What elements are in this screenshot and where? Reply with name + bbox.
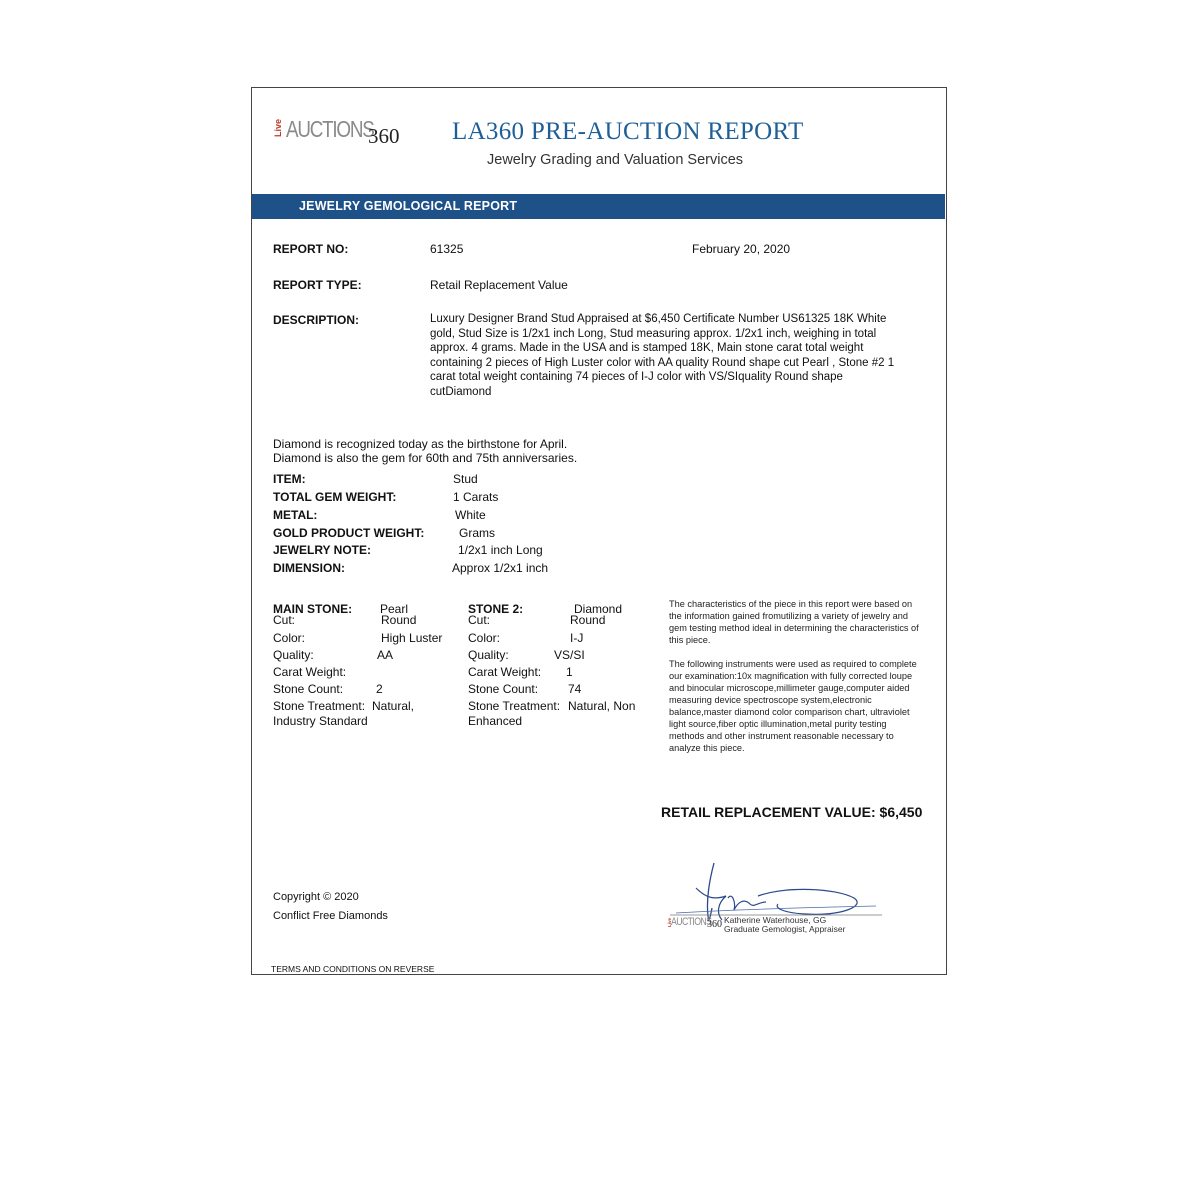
- sig-logo-auctions-text: AUCTIONS: [671, 916, 712, 928]
- report-date: February 20, 2020: [692, 242, 791, 256]
- stone2-treatment-label: Stone Treatment:: [468, 699, 561, 713]
- spec-item-value: Stud: [453, 472, 478, 486]
- main-stone-color-label: Color:: [273, 631, 306, 645]
- stone2-count-label: Stone Count:: [468, 682, 539, 696]
- banner-text: JEWELRY GEMOLOGICAL REPORT: [299, 199, 518, 213]
- logo-live-text: Live: [273, 119, 283, 138]
- main-stone-heading: MAIN STONE:: [273, 602, 353, 616]
- spec-metal-label: METAL:: [273, 508, 318, 522]
- auctions360-logo: [274, 116, 404, 150]
- stone2-treatment-cont: Enhanced: [468, 714, 523, 728]
- notes-paragraph-1: The characteristics of the piece in this report were based on the information gained fromutilizing a variety of jewelry and gem testing method ideal in determining the characteristics of this piece.: [669, 599, 919, 645]
- birthstone-line-2: Diamond is also the gem for 60th and 75th anniversaries.: [273, 451, 578, 465]
- report-no-value: 61325: [430, 242, 464, 256]
- stone2-quality: VS/SI: [554, 648, 585, 662]
- logo-auctions-text: AUCTIONS: [286, 116, 374, 142]
- main-stone-carat-label: Carat Weight:: [273, 665, 347, 679]
- description-text: Luxury Designer Brand Stud Appraised at $6,450 Certificate Number US61325 18K White gold, Stud Size is 1/2x1 inch Long, Stud measuring approx. 1/2x1 inch, weighing in total approx. 4 grams. Made in the USA and is stamped 18K, Main stone carat total weight containing 2 pieces of High Luster color with AA quality Round shape cut Pearl , Stone #2 1 carat total weight containing 74 pieces of I-J color with VS/SIquality Round shape cutDiamond: [430, 313, 895, 398]
- spec-jewelry-note-label: JEWELRY NOTE:: [273, 543, 372, 557]
- main-stone-treatment: Natural,: [372, 699, 415, 713]
- main-stone-quality-label: Quality:: [273, 648, 314, 662]
- sig-logo-360-text: 360: [707, 919, 722, 930]
- stone2-cut-label: Cut:: [468, 613, 491, 627]
- stone2-carat-label: Carat Weight:: [468, 665, 542, 679]
- report-type-value: Retail Replacement Value: [430, 278, 568, 292]
- main-stone-cut-label: Cut:: [273, 613, 296, 627]
- main-stone-color: High Luster: [381, 631, 443, 645]
- report-subtitle: Jewelry Grading and Valuation Services: [487, 152, 744, 168]
- spec-dimension-label: DIMENSION:: [273, 561, 345, 575]
- main-stone-treatment-cont: Industry Standard: [273, 714, 368, 728]
- stone2-cut: Round: [570, 613, 606, 627]
- copyright-text: Copyright © 2020: [273, 891, 359, 903]
- terms-text: TERMS AND CONDITIONS ON REVERSE: [271, 964, 435, 974]
- appraisal-report: [251, 87, 947, 975]
- description-label: DESCRIPTION:: [273, 313, 360, 327]
- main-stone-count: 2: [376, 682, 383, 696]
- spec-item-label: ITEM:: [273, 472, 306, 486]
- section-banner: [252, 194, 945, 219]
- stone2-color: I-J: [570, 631, 584, 645]
- logo-360-text: 360: [368, 124, 400, 148]
- spec-jewelry-note-value: 1/2x1 inch Long: [458, 543, 543, 557]
- appraiser-block: [724, 916, 845, 934]
- stone2-treatment: Natural, Non: [568, 699, 636, 713]
- appraiser-title: Graduate Gemologist, Appraiser: [724, 924, 846, 934]
- report-type-label: REPORT TYPE:: [273, 278, 362, 292]
- stone2-carat: 1: [566, 665, 573, 679]
- spec-gold-weight-value: Grams: [459, 526, 495, 540]
- stone2-quality-label: Quality:: [468, 648, 509, 662]
- stone2-heading: STONE 2:: [468, 602, 524, 616]
- report-no-label: REPORT NO:: [273, 242, 349, 256]
- main-stone-quality: AA: [377, 648, 394, 662]
- main-stone-count-label: Stone Count:: [273, 682, 344, 696]
- spec-dimension-value: Approx 1/2x1 inch: [452, 561, 549, 575]
- signature-logo: [667, 916, 727, 932]
- conflict-free-text: Conflict Free Diamonds: [273, 910, 388, 922]
- spec-gem-weight-value: 1 Carats: [453, 490, 499, 504]
- methodology-notes: [669, 598, 919, 766]
- spec-gold-weight-label: GOLD PRODUCT WEIGHT:: [273, 526, 425, 540]
- appraiser-name: Katherine Waterhouse, GG: [724, 915, 827, 925]
- main-stone-cut: Round: [381, 613, 417, 627]
- stone2-color-label: Color:: [468, 631, 501, 645]
- spec-gem-weight-label: TOTAL GEM WEIGHT:: [273, 490, 397, 504]
- stone2-count: 74: [568, 682, 582, 696]
- stone2-type: Diamond: [574, 602, 623, 616]
- spec-metal-value: White: [455, 508, 486, 522]
- retail-replacement-value: RETAIL REPLACEMENT VALUE: $6,450: [661, 804, 923, 820]
- birthstone-line-1: Diamond is recognized today as the birthstone for April.: [273, 437, 568, 451]
- main-stone-treatment-label: Stone Treatment:: [273, 699, 366, 713]
- sig-logo-live-text: Live: [667, 918, 672, 928]
- report-title: LA360 PRE-AUCTION REPORT: [452, 118, 804, 145]
- main-stone-type: Pearl: [380, 602, 409, 616]
- notes-paragraph-2: The following instruments were used as required to complete our examination:10x magnification with fully corrected loupe and binocular microscope,millimeter gauge,computer aided measuring device spectroscope system,electronic balance,master diamond color comparison chart, ultraviolet light source,fiber optic illumination,metal purity testing methods and other instrument reasonable necessary to analyze this piece.: [669, 659, 917, 753]
